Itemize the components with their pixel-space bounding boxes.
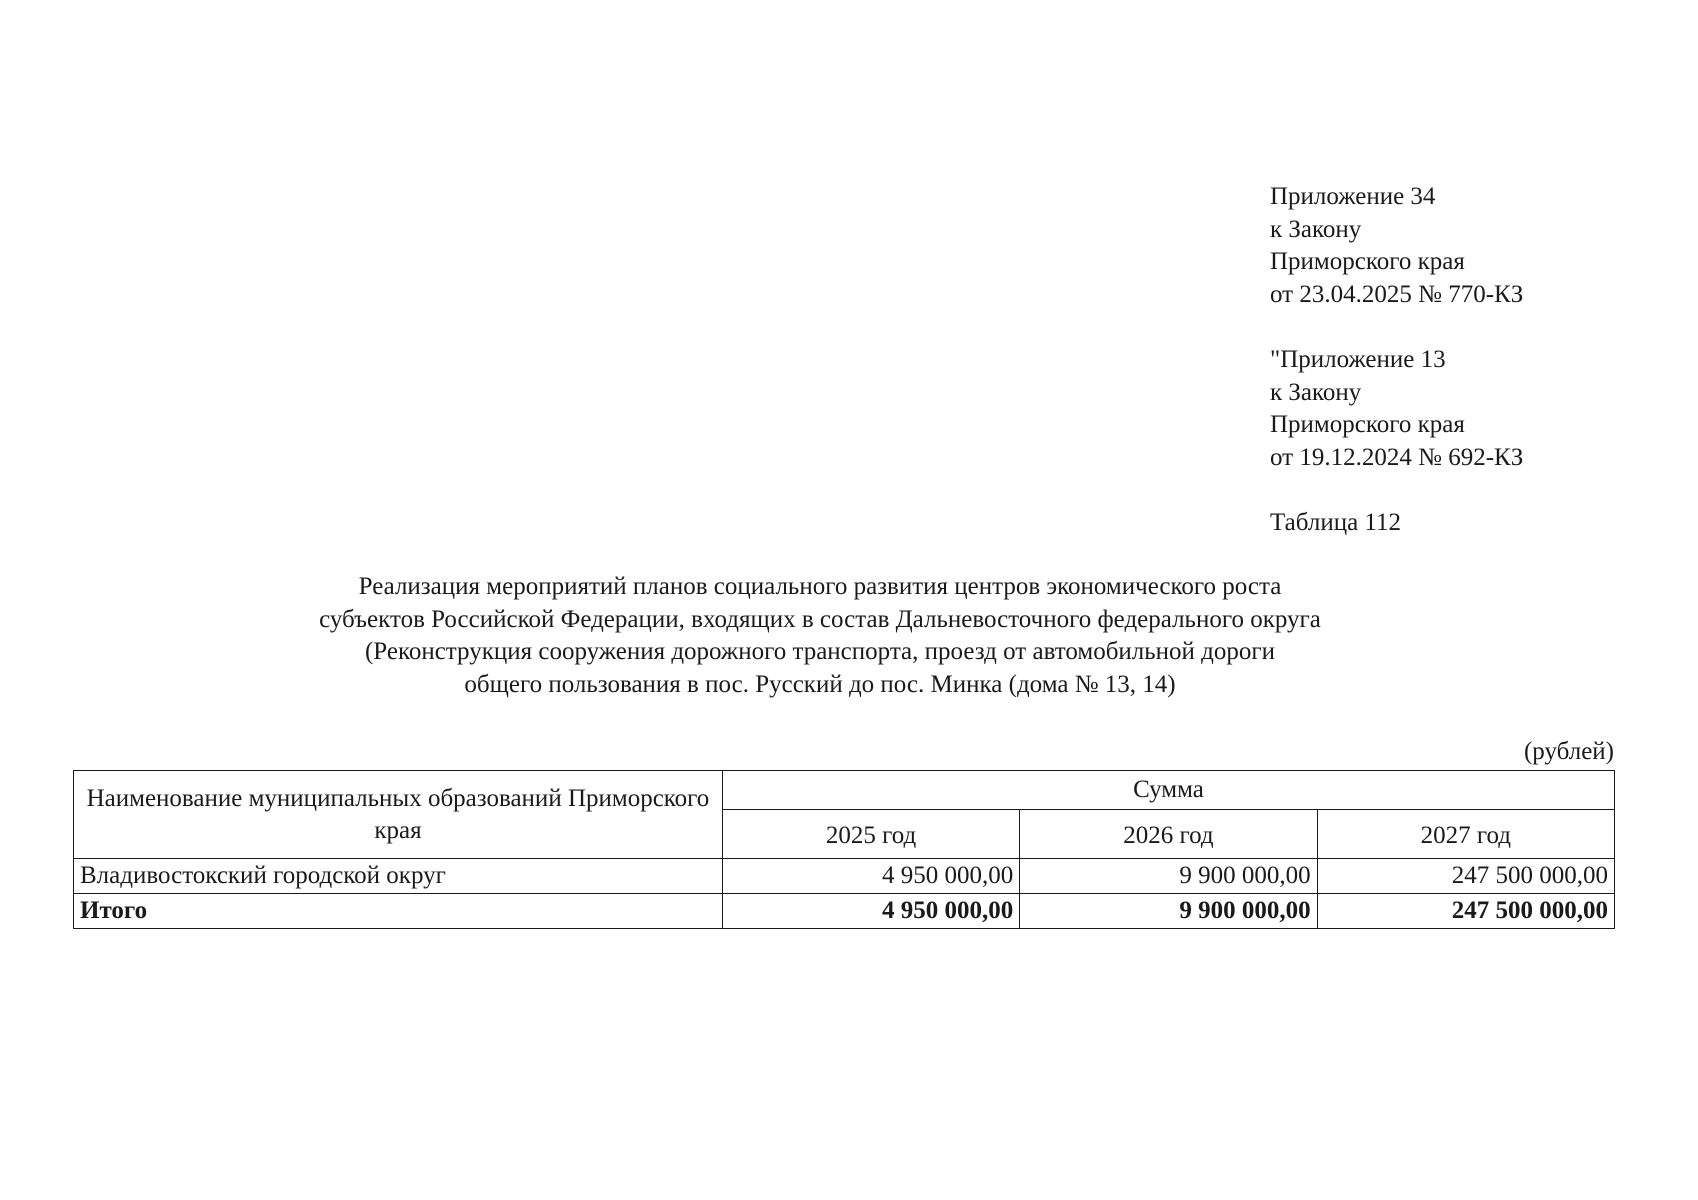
appendix-reference xyxy=(1270,181,1523,311)
amount-cell: 9 900 000,00 xyxy=(1020,859,1317,894)
units-note: (рублей) xyxy=(1523,738,1614,765)
appendix-line: Приморского края xyxy=(1270,248,1465,275)
table-row xyxy=(74,859,1615,894)
header-sum: Сумма xyxy=(722,771,1614,810)
header-year: 2027 год xyxy=(1317,810,1614,859)
total-row xyxy=(74,894,1615,929)
title-line: общего пользования в пос. Русский до пос. Минка (дома № 13, 14) xyxy=(464,670,1176,698)
header-municipality: Наименование муниципальных образований Приморского края xyxy=(74,771,723,859)
document-title xyxy=(200,571,1440,701)
total-amount-cell: 247 500 000,00 xyxy=(1317,894,1614,929)
header-year: 2026 год xyxy=(1020,810,1317,859)
title-line: (Реконструкция сооружения дорожного транспорта, проезд от автомобильной дороги xyxy=(364,638,1276,665)
amended-appendix-line: от 19.12.2024 № 692-КЗ xyxy=(1270,443,1524,471)
amended-appendix-line: "Приложение 13 xyxy=(1270,346,1446,373)
funding-table xyxy=(73,770,1615,929)
amount-cell: 4 950 000,00 xyxy=(722,859,1019,894)
table-number: Таблица 112 xyxy=(1270,509,1401,536)
appendix-line: от 23.04.2025 № 770-КЗ xyxy=(1270,280,1524,308)
header-year: 2025 год xyxy=(722,810,1019,859)
amount-cell: 247 500 000,00 xyxy=(1317,859,1614,894)
appendix-line: Приложение 34 xyxy=(1270,183,1436,210)
municipality-name: Владивостокский городской округ xyxy=(74,859,723,894)
total-amount-cell: 9 900 000,00 xyxy=(1020,894,1317,929)
title-line: Реализация мероприятий планов социального развития центров экономического роста xyxy=(358,573,1282,600)
amended-appendix-line: к Закону xyxy=(1270,378,1362,406)
total-label: Итого xyxy=(74,894,723,929)
amended-appendix-reference xyxy=(1270,344,1523,474)
title-line: субъектов Российской Федерации, входящих в состав Дальневосточного федерального округа xyxy=(319,605,1321,633)
total-amount-cell: 4 950 000,00 xyxy=(722,894,1019,929)
amended-appendix-line: Приморского края xyxy=(1270,411,1465,438)
appendix-line: к Закону xyxy=(1270,215,1362,243)
